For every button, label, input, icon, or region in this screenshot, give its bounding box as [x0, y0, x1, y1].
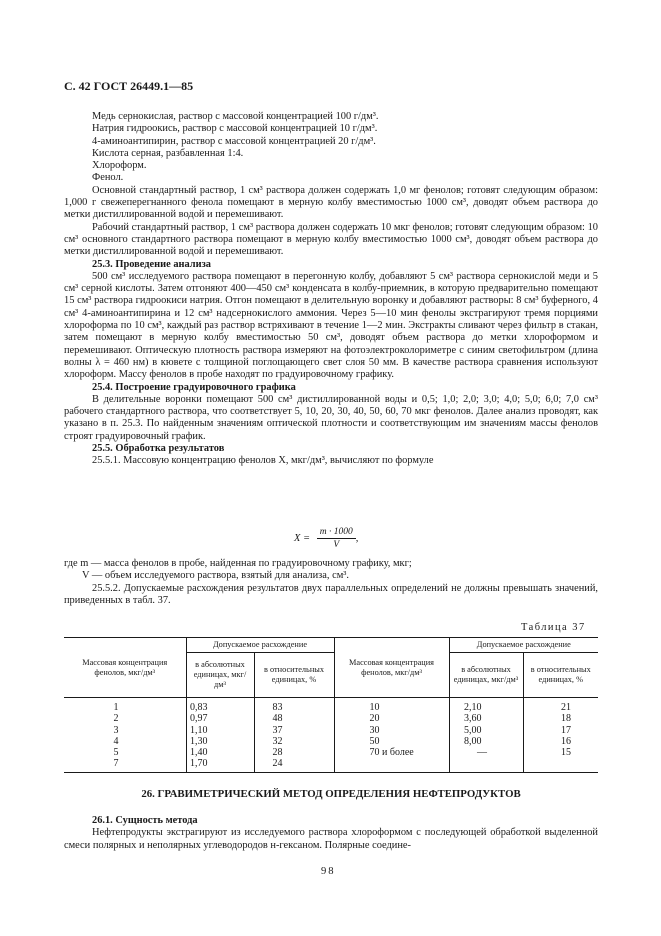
- paragraph-26-1: Нефтепродукты экстрагируют из исследуемого раствора хлороформом с последующей обработкой выделенной смеси полярных и неполярных углеводородов н-гексаном. Полярные соедине-: [64, 827, 598, 851]
- table-cell: [449, 758, 523, 772]
- table-cell: 70 и более: [334, 747, 449, 758]
- paragraph-working-solution: Рабочий стандартный раствор, 1 см³ раствора должен содержать 10 мкг фенолов; готовят следующим образом: 10 см³ основного стандартного раствора помещают в мерную колбу вместимостью 1000 см³, доводят объем раствора до метки дистиллированной водой и перемешивают.: [64, 221, 598, 258]
- reagent-item: Медь сернокислая, раствор с массовой концентрацией 100 г/дм³.: [92, 111, 379, 122]
- table-row: [64, 747, 598, 758]
- col-header-relative: в относительных единицах, %: [254, 653, 334, 698]
- table-cell: —: [449, 747, 523, 758]
- col-header-group: Допускаемое расхождение: [449, 638, 598, 653]
- legend-m: где m — масса фенолов в пробе, найденная по градуировочному графику, мкг;: [64, 558, 412, 569]
- table-cell: 10: [334, 698, 449, 714]
- table-caption: Таблица 37: [521, 622, 586, 633]
- table-cell: 0,83: [186, 698, 254, 714]
- table-cell: 8,00: [449, 736, 523, 747]
- table-cell: 3,60: [449, 713, 523, 724]
- table-cell: 37: [254, 725, 334, 736]
- table-cell: 15: [523, 747, 598, 758]
- table-row: [64, 713, 598, 724]
- heading-25-4: 25.4. Построение градуировочного графика: [92, 381, 296, 393]
- table-row: [64, 736, 598, 747]
- formula-lhs: X =: [294, 532, 311, 544]
- page-header: С. 42 ГОСТ 26449.1—85: [64, 79, 194, 93]
- table-cell: 2: [64, 713, 186, 724]
- reagent-item: Натрия гидроокись, раствор с массовой концентрацией 10 г/дм³.: [92, 123, 378, 135]
- formula-numerator: m · 1000: [317, 527, 356, 539]
- reagent-item: Хлороформ.: [92, 160, 147, 172]
- col-header-relative: в относительных единицах, %: [523, 653, 598, 698]
- table-cell: 28: [254, 747, 334, 758]
- formula-legend: [64, 558, 598, 607]
- table-row: [64, 725, 598, 736]
- table-cell: 24: [254, 758, 334, 772]
- table-cell: 1: [64, 698, 186, 714]
- table-cell: 20: [334, 713, 449, 724]
- paragraph-25-3: 500 см³ исследуемого раствора помещают в перегонную колбу, добавляют 5 см³ раствора сернокислой меди и 5 см³ серной кислоты. Затем отгоняют 400—450 см³ конденсата в колбу-приемник, в которую предварительно помещают 15 см³ раствора гидроокиси натрия. Отгон помещают в делительную воронку и добавляют растворы: 8 см³ буферного, 4 см³ 4-аминоантипирина и 12 см³ надсернокислого аммония. Через 5—10 мин фенолы экстрагируют тремя порциями хлороформа по 10 см³, каждый раз раствор встряхивают в течение 1—2 мин. Экстракты сливают через фильтр в стакан, затем помещают в мерную колбу вместимостью 50 см³, доводят объем раствора до метки хлороформом и перемешивают. Оптическую плотность раствора измеряют на фотоэлектроколориметре с синим светофильтром (длина волны λ = 460 нм) в кювете с толщиной поглощающего свет слоя 50 мм. В качестве раствора сравнения используют хлороформ. Массу фенолов в пробе находят по градуировочному графику.: [64, 270, 598, 381]
- table-cell: 50: [334, 736, 449, 747]
- table-cell: 18: [523, 713, 598, 724]
- table-cell: 30: [334, 725, 449, 736]
- paragraph-basic-solution: Основной стандартный раствор, 1 см³ раствора должен содержать 1,0 мг фенолов; готовят следующим образом: 1,000 г свежеперегнанного фенола помещают в мерную колбу вместимостью 1000 см³, доводят объем раствора до метки дистиллированной водой и перемешивают.: [64, 184, 598, 221]
- table-cell: 17: [523, 725, 598, 736]
- table-cell: [334, 758, 449, 772]
- table-cell: 3: [64, 725, 186, 736]
- table-cell: 4: [64, 736, 186, 747]
- table-cell: 1,30: [186, 736, 254, 747]
- paragraph-25-4: В делительные воронки помещают 500 см³ дистиллированной воды и 0,5; 1,0; 2,0; 3,0; 4,0; 5,0; 6,0; 7,0 см³ рабочего стандартного раствора, что соответствует 5, 10, 20, 30, 40, 50, 60, 70 мкг фенолов. Далее анализ проводят, как указано в п. 25.3. По найденным значениям оптической плотности и соответствующим им значениям массы фенолов строят градуировочный график.: [64, 393, 598, 442]
- heading-25-5: 25.5. Обработка результатов: [92, 443, 225, 455]
- table-cell: 48: [254, 713, 334, 724]
- reagent-item: 4-аминоантипирин, раствор с массовой концентрацией 20 г/дм³.: [92, 135, 376, 147]
- table-row: [64, 698, 598, 714]
- col-header-absolute: в абсолютных единицах, мкг/дм³: [449, 653, 523, 698]
- table-cell: 1,10: [186, 725, 254, 736]
- col-header-absolute: в абсолютных единицах, мкг/дм³: [186, 653, 254, 698]
- col-header-group: Допускаемое расхождение: [186, 638, 334, 653]
- heading-26-1: 26.1. Сущность метода: [92, 815, 198, 826]
- formula-tail: ,: [355, 532, 359, 544]
- col-header-concentration: Массовая концентрация фенолов, мкг/дм³: [334, 638, 449, 698]
- table-37: [64, 637, 598, 773]
- paragraph-25-5-1: 25.5.1. Массовую концентрацию фенолов X, мкг/дм³, вычисляют по формуле: [92, 455, 434, 467]
- table-cell: 2,10: [449, 698, 523, 714]
- table-cell: 16: [523, 736, 598, 747]
- reagent-item: Кислота серная, разбавленная 1:4.: [92, 147, 244, 159]
- reagent-list: [64, 111, 598, 468]
- formula-fraction: [317, 527, 356, 550]
- table-cell: 32: [254, 736, 334, 747]
- table-row: [64, 758, 598, 772]
- table-cell: 0,97: [186, 713, 254, 724]
- paragraph-25-5-2: 25.5.2. Допускаемые расхождения результатов двух параллельных определений не должны превышать значений, приведенных в табл. 37.: [64, 582, 598, 606]
- formula-denominator: V: [333, 540, 340, 550]
- heading-25-3: 25.3. Проведение анализа: [92, 258, 211, 270]
- section-26-title: 26. ГРАВИМЕТРИЧЕСКИЙ МЕТОД ОПРЕДЕЛЕНИЯ НЕФТЕПРОДУКТОВ: [141, 788, 521, 800]
- table-cell: 21: [523, 698, 598, 714]
- table-cell: 1,40: [186, 747, 254, 758]
- table-cell: 83: [254, 698, 334, 714]
- legend-v: V — объем исследуемого раствора, взятый для анализа, см³.: [82, 570, 349, 582]
- table-cell: 7: [64, 758, 186, 772]
- table-cell: [523, 758, 598, 772]
- reagent-item: Фенол.: [92, 172, 124, 184]
- table-cell: 1,70: [186, 758, 254, 772]
- section-26-body: [64, 815, 598, 852]
- table-cell: 5: [64, 747, 186, 758]
- table-cell: 5,00: [449, 725, 523, 736]
- formula: [294, 527, 358, 550]
- page-number: 98: [321, 866, 336, 877]
- col-header-concentration: Массовая концентрация фенолов, мкг/дм³: [64, 638, 186, 698]
